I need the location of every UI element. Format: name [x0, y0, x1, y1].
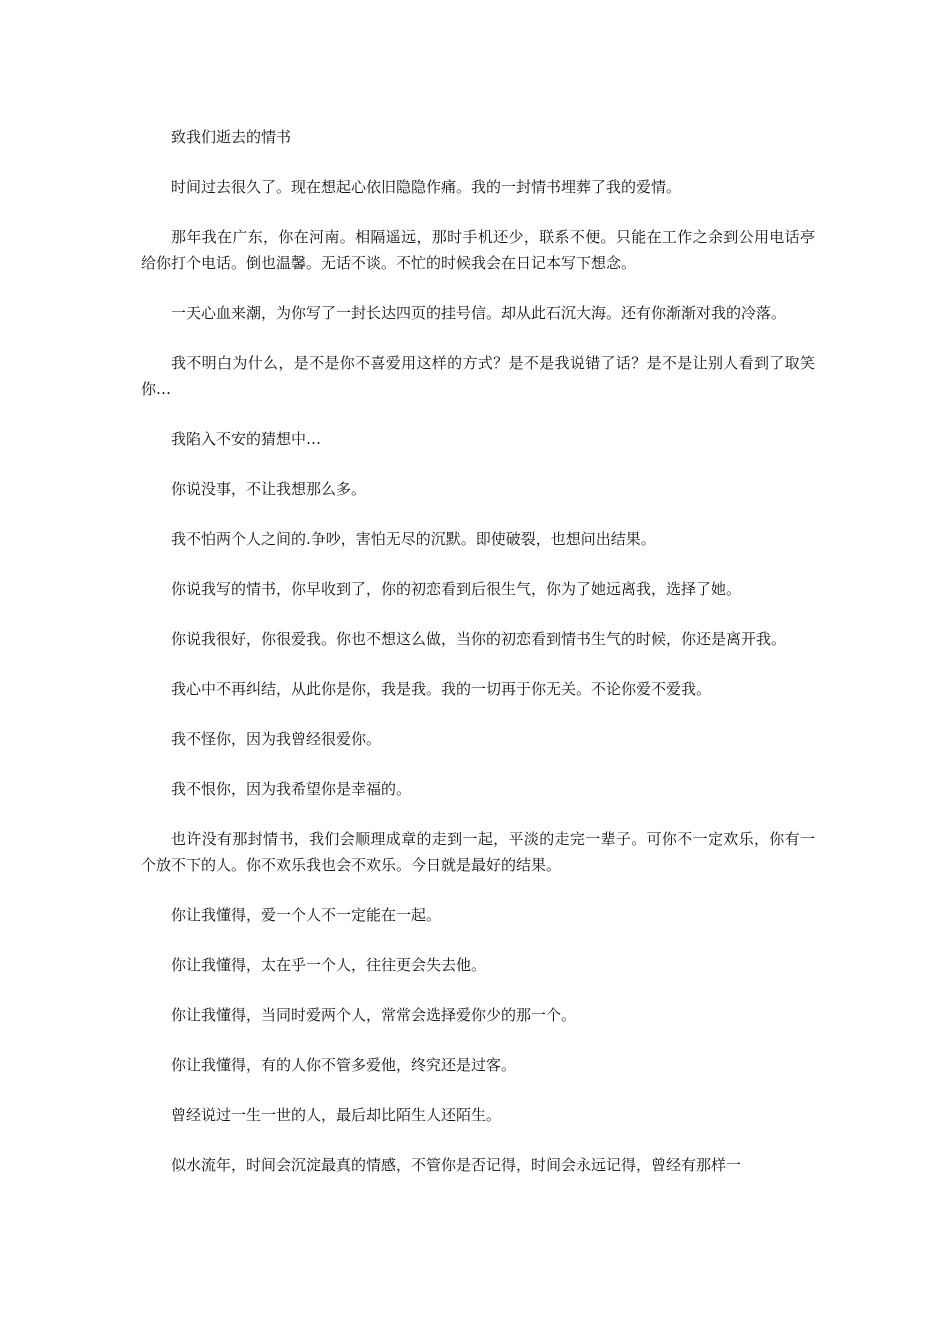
- paragraph-5: 我陷入不安的猜想中…: [171, 430, 322, 448]
- paragraph-19: 似水流年，时间会沉淀最真的情感，不管你是否记得，时间会永远记得，曾经有那样一: [171, 1156, 742, 1174]
- paragraph-4: 我不明白为什么，是不是你不喜爱用这样的方式？是不是我说错了话？是不是让别人看到了取笑你…: [141, 354, 815, 398]
- paragraph-9: 你说我很好，你很爱我。你也不想这么做，当你的初恋看到情书生气的时候，你还是离开我。: [171, 630, 787, 648]
- paragraph-10: 我心中不再纠结，从此你是你，我是我。我的一切再于你无关。不论你爱不爱我。: [171, 680, 712, 698]
- paragraph-7: 我不怕两个人之间的.争吵，害怕无尽的沉默。即使破裂，也想问出结果。: [171, 530, 656, 548]
- paragraph-18: 曾经说过一生一世的人，最后却比陌生人还陌生。: [171, 1106, 502, 1124]
- paragraph-14: 你让我懂得，爱一个人不一定能在一起。: [171, 906, 442, 924]
- paragraph-11: 我不怪你，因为我曾经很爱你。: [171, 730, 382, 748]
- paragraph-6: 你说没事，不让我想那么多。: [171, 480, 367, 498]
- paragraph-12: 我不恨你，因为我希望你是幸福的。: [171, 780, 412, 798]
- paragraph-1: 时间过去很久了。现在想起心依旧隐隐作痛。我的一封情书埋葬了我的爱情。: [171, 178, 682, 196]
- paragraph-3: 一天心血来潮，为你写了一封长达四页的挂号信。却从此石沉大海。还有你渐渐对我的冷落。: [171, 304, 787, 322]
- paragraph-17: 你让我懂得，有的人你不管多爱他，终究还是过客。: [171, 1056, 517, 1074]
- paragraph-2: 那年我在广东，你在河南。相隔遥远，那时手机还少，联系不便。只能在工作之余到公用电话亭给你打个电话。倒也温馨。无话不谈。不忙的时候我会在日记本写下想念。: [141, 228, 815, 272]
- paragraph-16: 你让我懂得，当同时爱两个人，常常会选择爱你少的那一个。: [171, 1006, 577, 1024]
- paragraph-13: 也许没有那封情书，我们会顺理成章的走到一起，平淡的走完一辈子。可你不一定欢乐，你有一个放不下的人。你不欢乐我也会不欢乐。今日就是最好的结果。: [141, 830, 815, 874]
- article-body: [141, 124, 815, 1202]
- paragraph-8: 你说我写的情书，你早收到了，你的初恋看到后很生气，你为了她远离我，选择了她。: [171, 580, 742, 598]
- article-title: 致我们逝去的情书: [171, 128, 292, 146]
- paragraph-15: 你让我懂得，太在乎一个人，往往更会失去他。: [171, 956, 487, 974]
